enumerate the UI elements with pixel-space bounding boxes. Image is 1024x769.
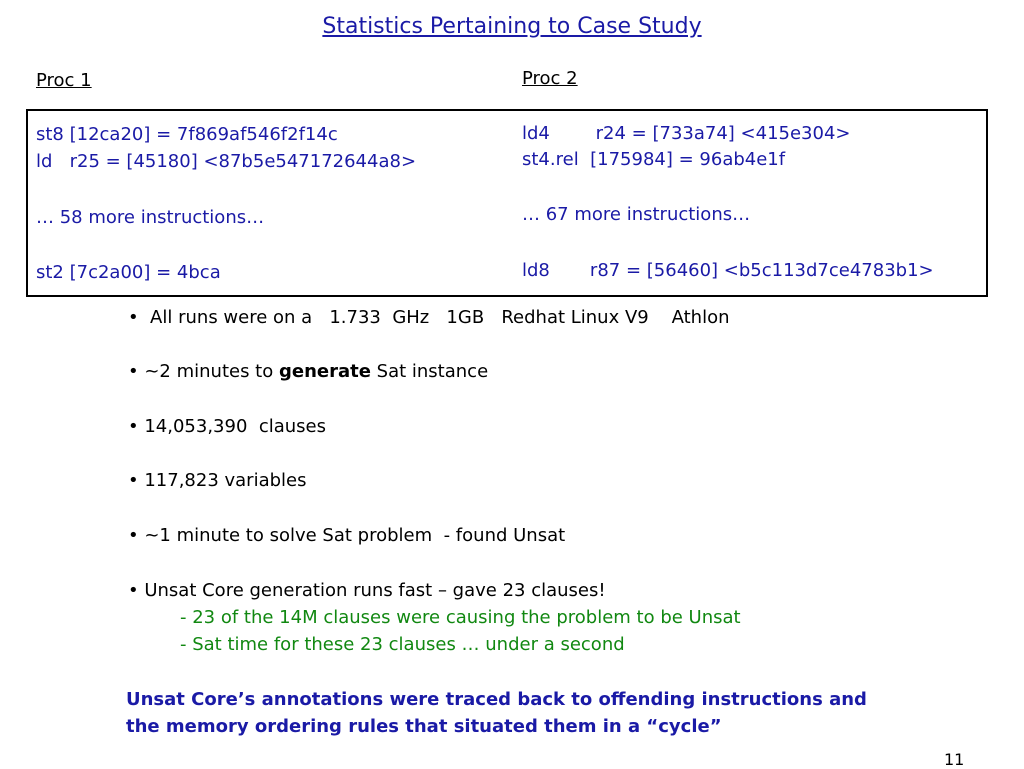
- proc1-line-4: st2 [7c2a00] = 4bca: [36, 262, 221, 283]
- bullet-generate-post: Sat instance: [370, 361, 489, 382]
- bullet-unsat-core: • Unsat Core generation runs fast – gave 23 clauses!: [128, 580, 606, 601]
- bullet-unsat-sub-1: - 23 of the 14M clauses were causing the problem to be Unsat: [180, 607, 741, 628]
- proc2-line-4: ld8 r87 = [56460] <b5c113d7ce4783b1>: [522, 260, 934, 281]
- page-number: 11: [944, 750, 965, 769]
- proc2-heading: Proc 2: [522, 68, 578, 89]
- proc2-line-2: st4.rel [175984] = 96ab4e1f: [522, 149, 786, 170]
- bullet-unsat-sub-2: - Sat time for these 23 clauses … under a second: [180, 634, 625, 655]
- slide-title: Statistics Pertaining to Case Study: [322, 14, 702, 39]
- proc1-heading: Proc 1: [36, 70, 92, 91]
- bullet-clauses: • 14,053,390 clauses: [128, 416, 327, 437]
- bullet-generate-bold: generate: [278, 361, 371, 382]
- proc1-line-3: … 58 more instructions…: [36, 207, 265, 228]
- conclusion-line-2: the memory ordering rules that situated them in a “cycle”: [126, 716, 722, 737]
- proc2-line-3: … 67 more instructions…: [522, 204, 751, 225]
- conclusion-line-1: Unsat Core’s annotations were traced back to offending instructions and: [126, 689, 867, 710]
- bullet-generate: [128, 361, 488, 382]
- proc1-line-2: ld r25 = [45180] <87b5e547172644a8>: [36, 151, 417, 172]
- bullet-variables: • 117,823 variables: [128, 470, 307, 491]
- bullet-solve: • ~1 minute to solve Sat problem - found Unsat: [128, 525, 566, 546]
- bullet-runs: • All runs were on a 1.733 GHz 1GB Redhat Linux V9 Athlon: [128, 307, 730, 328]
- proc2-line-1: ld4 r24 = [733a74] <415e304>: [522, 123, 851, 144]
- proc1-line-1: st8 [12ca20] = 7f869af546f2f14c: [36, 124, 338, 145]
- bullet-generate-pre: • ~2 minutes to: [128, 361, 279, 382]
